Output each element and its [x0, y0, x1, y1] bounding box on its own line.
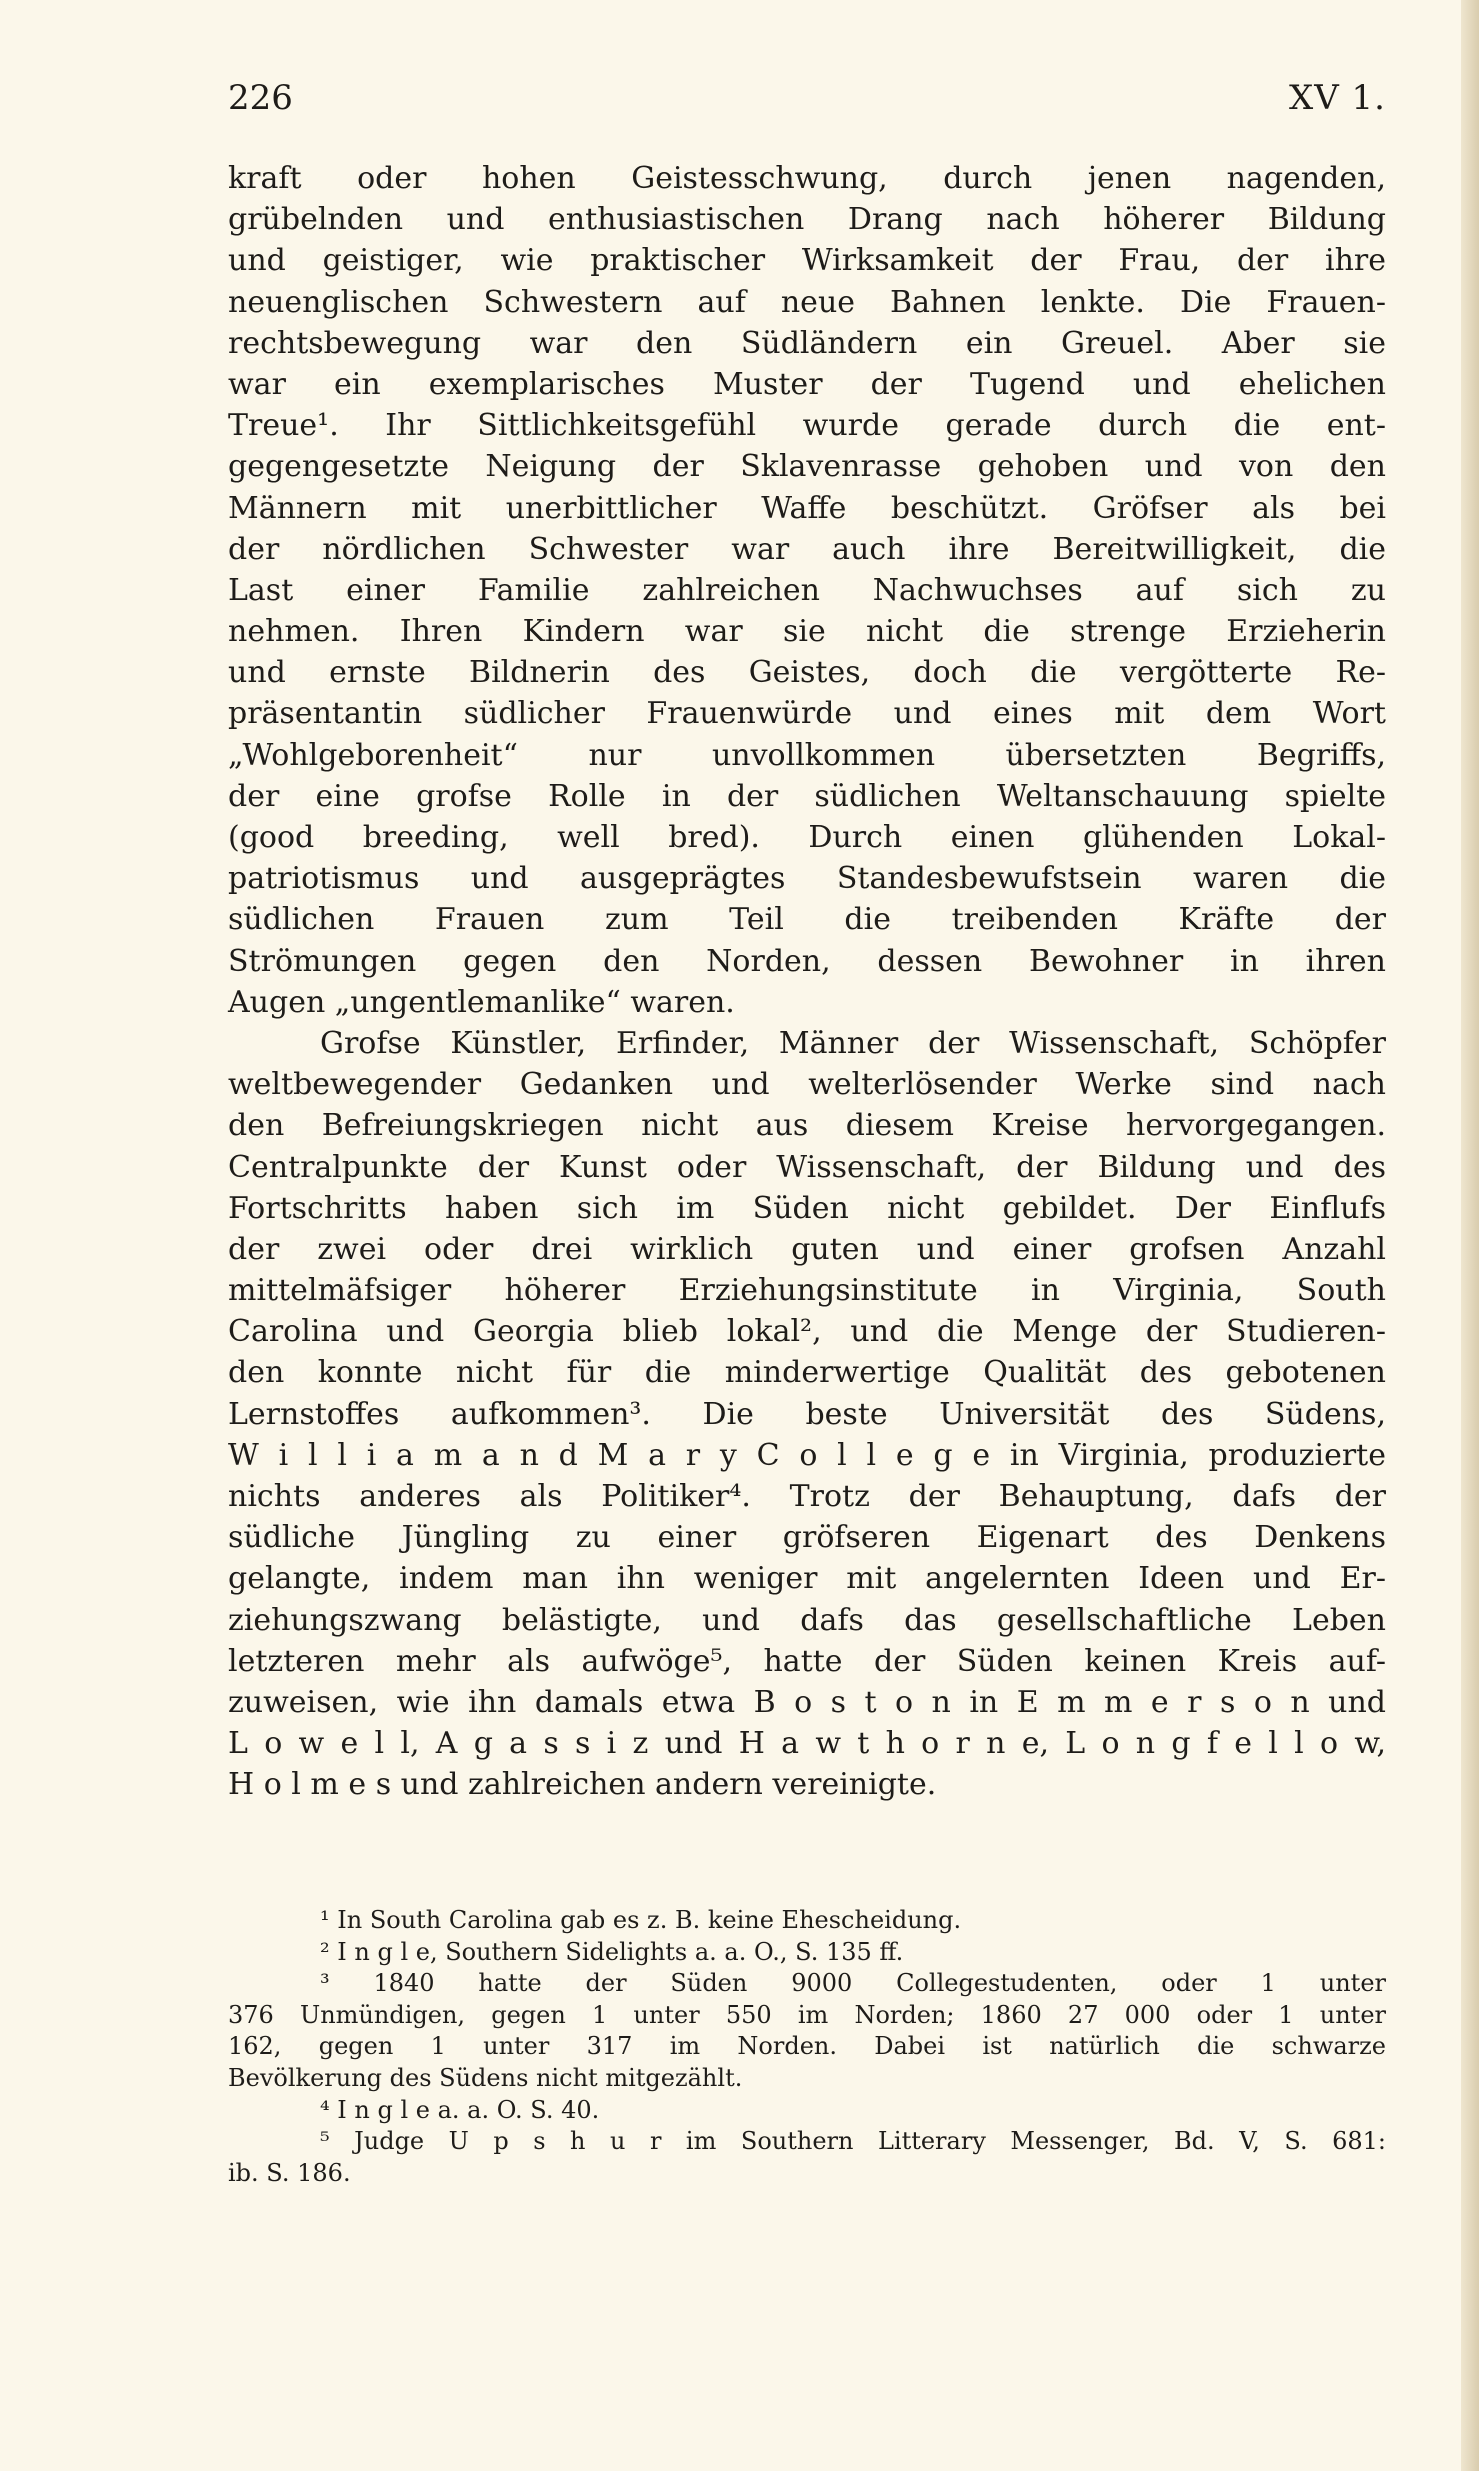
body-line: neuenglischen Schwestern auf neue Bahnen lenkte. Die Frauen-	[228, 284, 1386, 320]
footnote-line: 162, gegen 1 unter 317 im Norden. Dabei ist natürlich die schwarze	[228, 2032, 1386, 2061]
body-line: Grofse Künstler, Erfinder, Männer der Wissenschaft, Schöpfer	[320, 1025, 1386, 1061]
body-line: patriotismus und ausgeprägtes Standesbewufstsein waren die	[228, 861, 1386, 897]
footnote-line: ⁴ I n g l e a. a. O. S. 40.	[320, 2095, 600, 2124]
footnote-line: Bevölkerung des Südens nicht mitgezählt.	[228, 2063, 743, 2092]
footnote-line: ¹ In South Carolina gab es z. B. keine Ehescheidung.	[320, 1906, 962, 1934]
body-line: den konnte nicht für die minderwertige Qualität des gebotenen	[228, 1355, 1386, 1391]
body-line: mittelmäfsiger höherer Erziehungsinstitute in Virginia, South	[228, 1273, 1386, 1309]
body-line: der zwei oder drei wirklich guten und einer grofsen Anzahl	[228, 1231, 1386, 1267]
body-line: letzteren mehr als aufwöge⁵, hatte der Süden keinen Kreis auf-	[228, 1643, 1386, 1679]
body-text	[228, 158, 1386, 1806]
footnotes	[228, 1905, 1386, 2189]
body-line: und ernste Bildnerin des Geistes, doch die vergötterte Re-	[228, 655, 1386, 691]
body-line: weltbewegender Gedanken und welterlösender Werke sind nach	[228, 1067, 1386, 1103]
body-line: gegengesetzte Neigung der Sklavenrasse gehoben und von den	[228, 449, 1386, 485]
body-line: präsentantin südlicher Frauenwürde und eines mit dem Wort	[228, 696, 1386, 732]
body-line: „Wohlgeborenheit“ nur unvollkommen übersetzten Begriffs,	[228, 737, 1386, 773]
page-number: 226	[228, 78, 293, 118]
footnote-line: ⁵ Judge U p s h u r im Southern Litterary Messenger, Bd. V, S. 681:	[320, 2127, 1386, 2156]
body-line: südliche Jüngling zu einer gröfseren Eigenart des Denkens	[228, 1520, 1386, 1556]
footnote-line: 376 Unmündigen, gegen 1 unter 550 im Norden; 1860 27 000 oder 1 unter	[228, 2000, 1386, 2029]
body-line: grübelnden und enthusiastischen Drang nach höherer Bildung	[228, 202, 1386, 238]
body-line: den Befreiungskriegen nicht aus diesem Kreise hervorgegangen.	[228, 1108, 1386, 1144]
footnote-line: ² I n g l e, Southern Sidelights a. a. O., S. 135 ff.	[320, 1937, 904, 1966]
body-line: (good breeding, well bred). Durch einen glühenden Lokal-	[228, 820, 1386, 855]
page-header	[228, 78, 1386, 128]
body-line: nichts anderes als Politiker⁴. Trotz der Behauptung, dafs der	[228, 1479, 1386, 1514]
body-line: gelangte, indem man ihn weniger mit angelernten Ideen und Er-	[228, 1561, 1386, 1597]
body-line: Lernstoffes aufkommen³. Die beste Universität des Südens,	[228, 1396, 1386, 1432]
body-line: Männern mit unerbittlicher Waffe beschützt. Gröfser als bei	[228, 490, 1386, 526]
body-line: Centralpunkte der Kunst oder Wissenschaft, der Bildung und des	[228, 1149, 1386, 1185]
body-line: rechtsbewegung war den Südländern ein Greuel. Aber sie	[228, 325, 1386, 361]
body-line: L o w e l l, A g a s s i z und H a w t h o r n e, L o n g f e l l o w,	[228, 1726, 1386, 1762]
body-line: war ein exemplarisches Muster der Tugend und ehelichen	[228, 366, 1386, 402]
body-line: ziehungszwang belästigte, und dafs das gesellschaftliche Leben	[228, 1602, 1386, 1638]
body-line: Augen „ungentlemanlike“ waren.	[228, 984, 735, 1020]
page-edge-shadow	[1461, 0, 1479, 2471]
body-line: nehmen. Ihren Kindern war sie nicht die strenge Erzieherin	[228, 614, 1386, 650]
body-line: Fortschritts haben sich im Süden nicht gebildet. Der Einflufs	[228, 1190, 1386, 1226]
body-line: H o l m e s und zahlreichen andern vereinigte.	[228, 1767, 937, 1803]
footnote-line: ³ 1840 hatte der Süden 9000 Collegestudenten, oder 1 unter	[320, 1969, 1386, 1998]
body-line: Last einer Familie zahlreichen Nachwuchses auf sich zu	[228, 572, 1386, 608]
body-line: Strömungen gegen den Norden, dessen Bewohner in ihren	[228, 943, 1386, 979]
body-line: kraft oder hohen Geistesschwung, durch jenen nagenden,	[228, 161, 1386, 196]
body-line: W i l l i a m a n d M a r y C o l l e g e in Virginia, produzierte	[228, 1437, 1386, 1473]
body-line: Treue¹. Ihr Sittlichkeitsgefühl wurde gerade durch die ent-	[228, 408, 1386, 444]
footnote-line: ib. S. 186.	[228, 2158, 351, 2187]
body-line: der nördlichen Schwester war auch ihre Bereitwilligkeit, die	[228, 531, 1386, 567]
body-line: und geistiger, wie praktischer Wirksamkeit der Frau, der ihre	[228, 243, 1386, 279]
body-line: Carolina und Georgia blieb lokal², und die Menge der Studieren-	[228, 1314, 1386, 1350]
body-line: der eine grofse Rolle in der südlichen Weltanschauung spielte	[228, 778, 1386, 814]
running-head: XV 1.	[1288, 78, 1386, 118]
body-line: südlichen Frauen zum Teil die treibenden Kräfte der	[228, 902, 1386, 938]
body-line: zuweisen, wie ihn damals etwa B o s t o n in E m m e r s o n und	[228, 1684, 1386, 1720]
